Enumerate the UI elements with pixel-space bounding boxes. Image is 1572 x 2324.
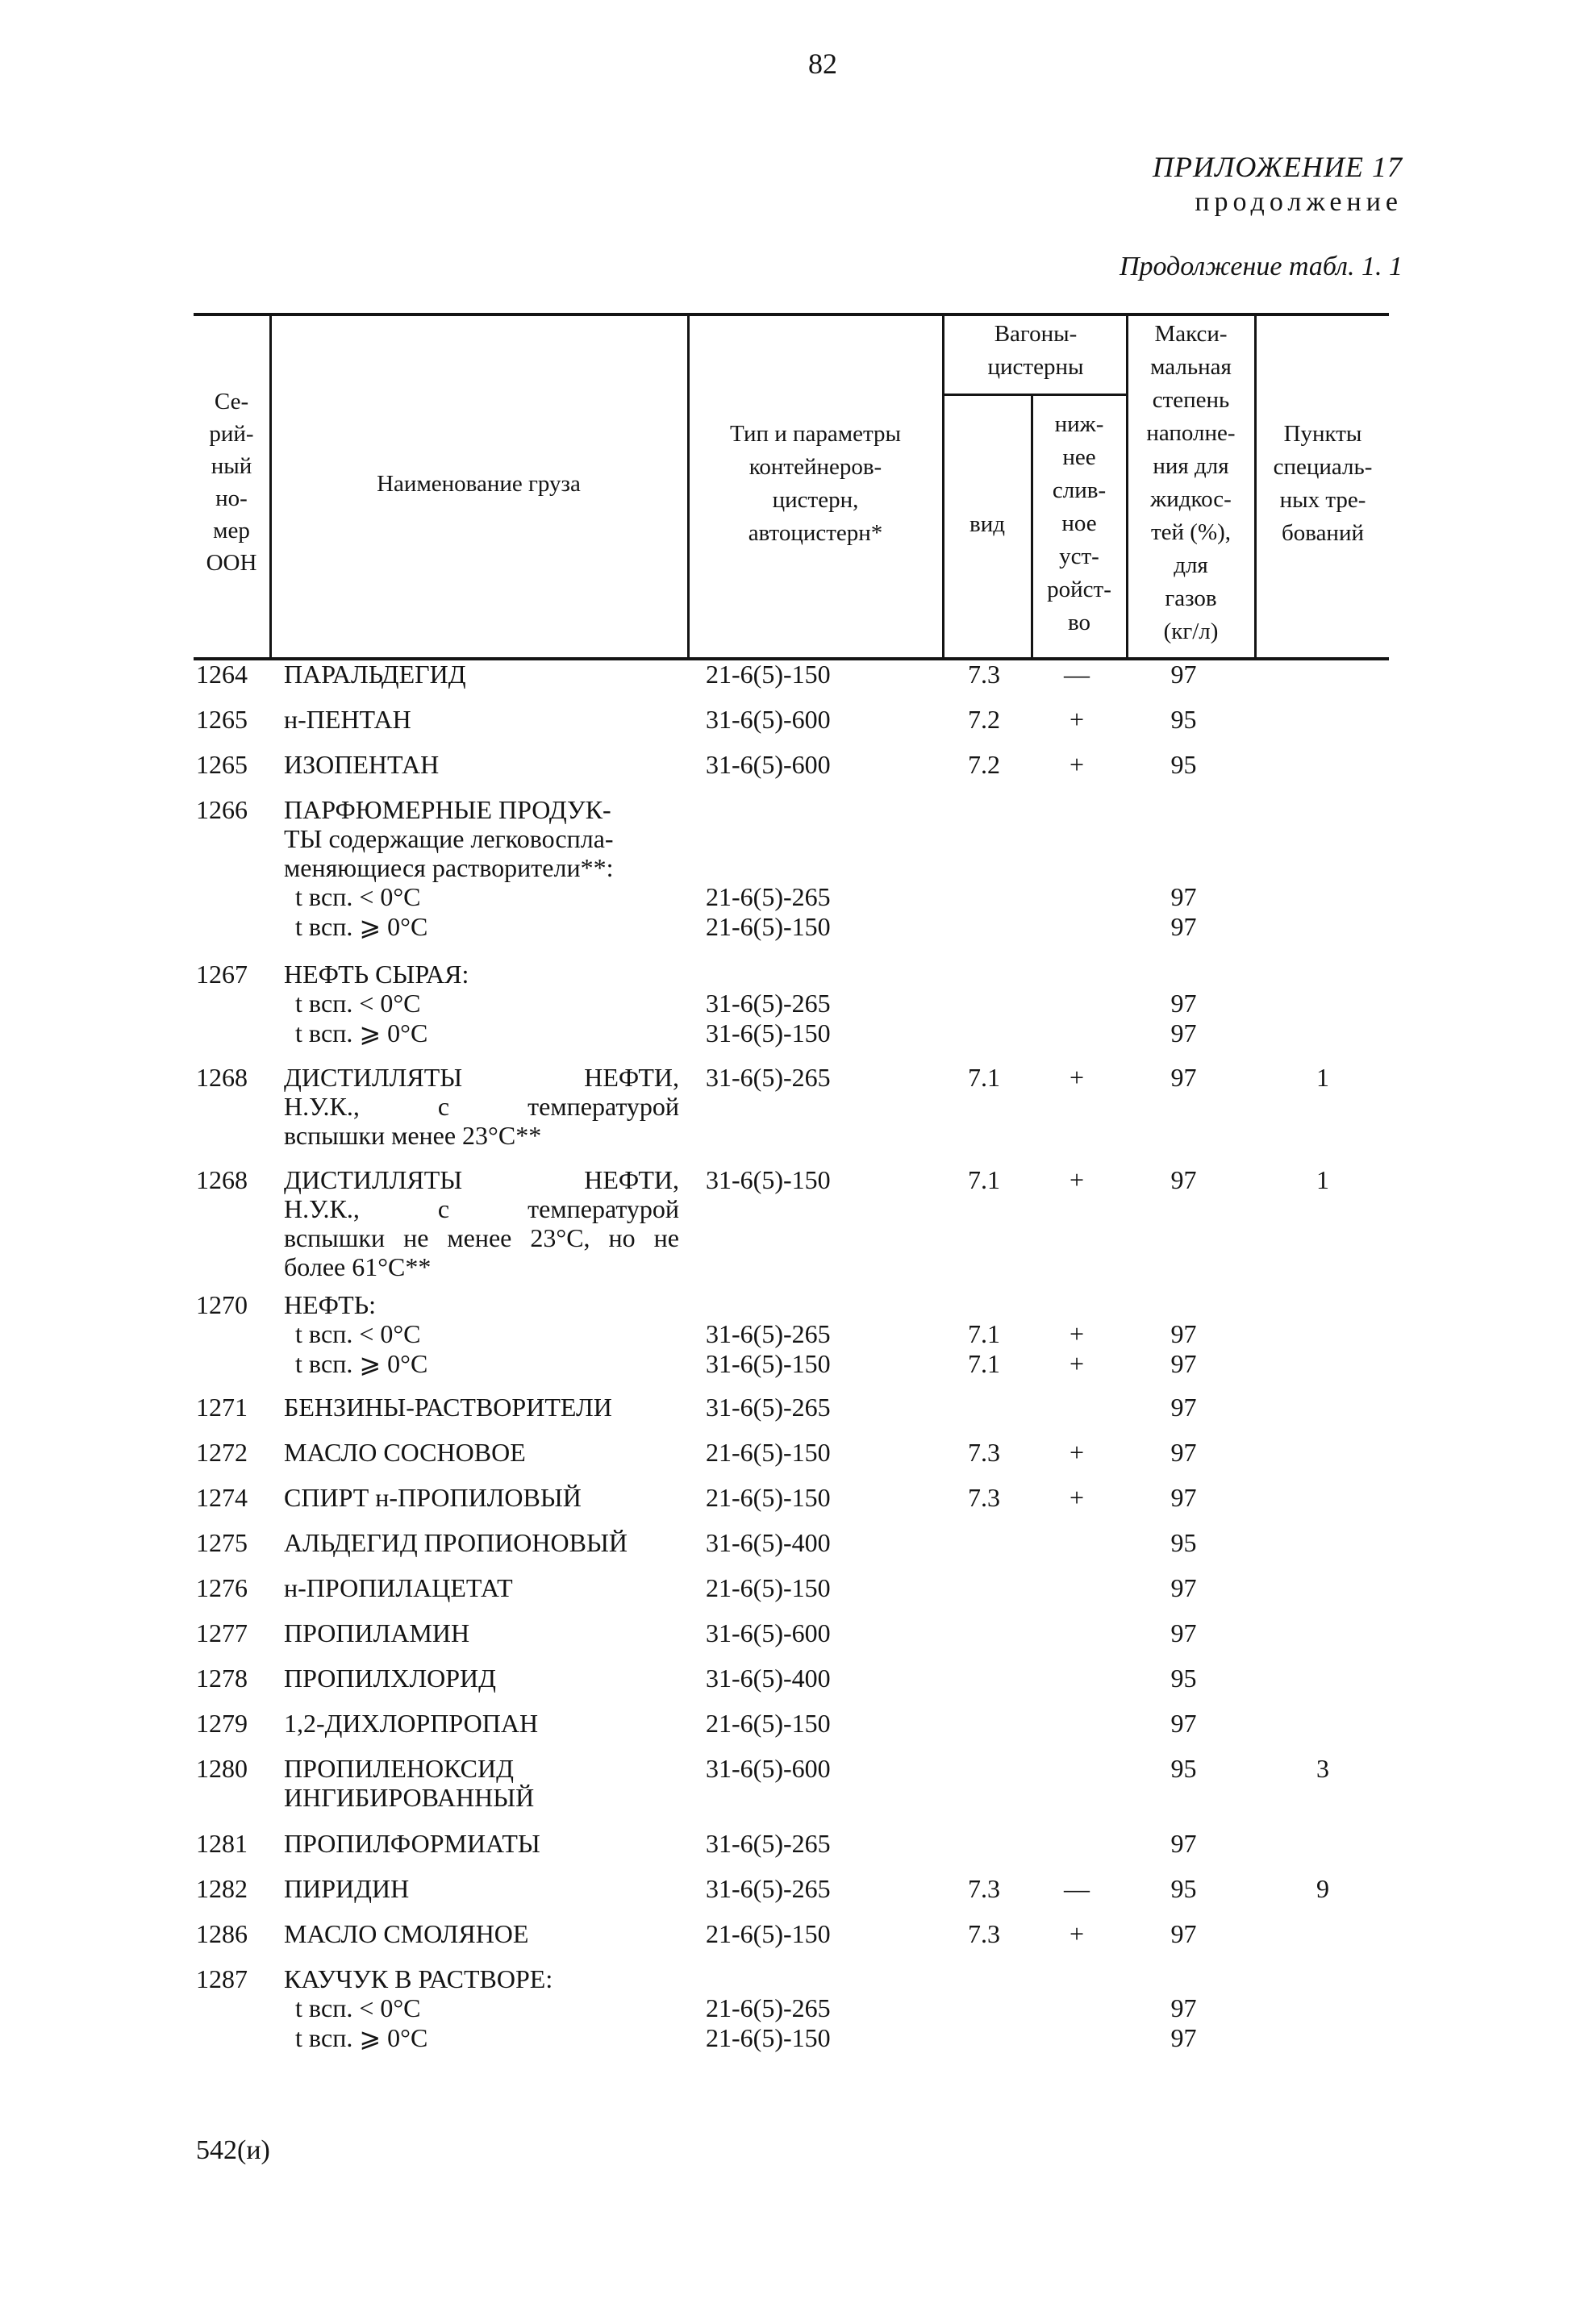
cargo-name-cell [284, 1165, 679, 1281]
cargo-name-cell [284, 1754, 679, 1812]
container-params-cell-value: 31-6(5)-265 [706, 1319, 831, 1348]
un-number-cell: 1287 [196, 1964, 248, 1993]
cargo-name-line: н-ПРОПИЛАЦЕТАТ [284, 1573, 513, 1602]
table-continuation-caption: Продолжение табл. 1. 1 [1119, 252, 1403, 281]
page-number: 82 [808, 48, 837, 80]
max-fill-cell-value: 97 [1170, 1829, 1197, 1858]
cargo-name-line: меняющиеся растворители**: [284, 853, 614, 882]
header-container-params: Тип и параметры контейнеров- цистерн, автоцистерн* [729, 421, 902, 546]
un-number-cell: 1277 [196, 1618, 248, 1647]
un-number-cell: 1281 [196, 1829, 248, 1858]
special-points-cell: 3 [1316, 1754, 1329, 1783]
un-number-cell: 1265 [196, 705, 248, 734]
max-fill-cell-value: 97 [1170, 1349, 1197, 1378]
wagon-type-cell-value: 7.1 [968, 1063, 1000, 1092]
container-params-cell-value: 31-6(5)-150 [706, 1165, 831, 1194]
flash-point-condition: t вcп. < 0°C [295, 1319, 421, 1348]
cargo-name-line: ПРОПИЛФОРМИАТЫ [284, 1829, 540, 1858]
cargo-name-line: БЕНЗИНЫ-РАСТВОРИТЕЛИ [284, 1393, 612, 1422]
container-params-cell-value: 21-6(5)-150 [706, 1573, 831, 1602]
max-fill-cell-value: 97 [1170, 1393, 1197, 1422]
header-max-fill: Макси- мальная степень наполне- ния для жидкос- тей (%), для газов (кг/л) [1146, 321, 1236, 644]
max-fill-cell-value: 95 [1170, 1664, 1197, 1693]
cargo-name-line: ИНГИБИРОВАННЫЙ [284, 1783, 535, 1812]
cargo-name-line: ДИСТИЛЛЯТЫ НЕФТИ, [284, 1165, 679, 1194]
un-number-cell: 1282 [196, 1874, 248, 1903]
max-fill-cell-value: 97 [1170, 1438, 1197, 1467]
container-params-cell-value: 21-6(5)-150 [706, 1483, 831, 1512]
max-fill-cell-value: 95 [1170, 1754, 1197, 1783]
wagon-type-cell-value: 7.2 [968, 705, 1000, 734]
wagon-type-cell-value: 7.2 [968, 750, 1000, 779]
cargo-name-line: АЛЬДЕГИД ПРОПИОНОВЫЙ [284, 1528, 628, 1557]
wagon-type-cell-value: 7.3 [968, 1874, 1000, 1903]
container-params-cell-value: 31-6(5)-400 [706, 1664, 831, 1693]
cargo-name-cell [284, 750, 679, 779]
max-fill-cell-value: 95 [1170, 1874, 1197, 1903]
container-params-cell-value: 31-6(5)-600 [706, 1618, 831, 1647]
header-cargo-name: Наименование груза [377, 471, 581, 497]
cargo-name-cell [284, 1438, 679, 1467]
bottom-drain-cell-value: + [1069, 1063, 1085, 1092]
cargo-name-line: ПИРИДИН [284, 1874, 410, 1903]
appendix-continuation: продолжение [1195, 187, 1403, 217]
un-number-cell: 1272 [196, 1438, 248, 1467]
cargo-name-line: ИЗОПЕНТАН [284, 750, 440, 779]
cargo-name-cell [284, 960, 679, 1048]
un-number-cell: 1270 [196, 1290, 248, 1319]
header-un-number: Се- рий- ный но- мер ООН [206, 389, 257, 576]
cargo-name-line: СПИРТ н-ПРОПИЛОВЫЙ [284, 1483, 582, 1512]
max-fill-cell-value: 97 [1170, 1993, 1197, 2022]
un-number-cell: 1278 [196, 1664, 248, 1693]
bottom-drain-cell-value: — [1064, 660, 1090, 689]
special-points-cell: 1 [1316, 1165, 1329, 1194]
max-fill-cell-value: 97 [1170, 1018, 1197, 1047]
cargo-name-line: ПАРАЛЬДЕГИД [284, 660, 466, 689]
flash-point-condition: t вcп. ⩾ 0°C [295, 1018, 428, 1047]
max-fill-cell-value: 97 [1170, 1165, 1197, 1194]
cargo-name-line: МАСЛО СОСНОВОЕ [284, 1438, 526, 1467]
wagon-type-cell-value: 7.1 [968, 1165, 1000, 1194]
special-points-cell: 9 [1316, 1874, 1329, 1903]
container-params-cell-value: 21-6(5)-150 [706, 2023, 831, 2052]
container-params-cell-value: 21-6(5)-150 [706, 1438, 831, 1467]
wagon-type-cell-value: 7.1 [968, 1349, 1000, 1378]
un-number-cell: 1276 [196, 1573, 248, 1602]
cargo-name-line: н-ПЕНТАН [284, 705, 411, 734]
container-params-cell-value: 31-6(5)-265 [706, 1874, 831, 1903]
cargo-name-cell [284, 660, 679, 689]
un-number-cell: 1268 [196, 1165, 248, 1194]
header-special-points: Пункты специаль- ных тре- бований [1273, 421, 1373, 546]
cargo-name-line: ПРОПИЛАМИН [284, 1618, 470, 1647]
cargo-name-line: более 61°C** [284, 1252, 432, 1281]
cargo-name-line: 1,2-ДИХЛОРПРОПАН [284, 1709, 539, 1738]
max-fill-cell-value: 95 [1170, 750, 1197, 779]
wagons-sub-rule [944, 394, 1128, 396]
flash-point-condition: t вcп. < 0°C [295, 989, 421, 1018]
flash-point-condition: t вcп. ⩾ 0°C [295, 1349, 428, 1378]
flash-point-condition: t вcп. < 0°C [295, 1993, 421, 2022]
bottom-drain-cell-value: + [1069, 1349, 1085, 1378]
bottom-drain-cell-value: + [1069, 1438, 1085, 1467]
container-params-cell-value: 31-6(5)-150 [706, 1018, 831, 1047]
max-fill-cell-value: 97 [1170, 1483, 1197, 1512]
cargo-name-line: НЕФТЬ СЫРАЯ: [284, 960, 469, 989]
cargo-name-cell [284, 1919, 679, 1948]
un-number-cell: 1268 [196, 1063, 248, 1092]
un-number-cell: 1280 [196, 1754, 248, 1783]
un-number-cell: 1266 [196, 795, 248, 824]
page-footer-code: 542(и) [196, 2135, 270, 2165]
cargo-name-cell [284, 1483, 679, 1512]
header-wagons: Вагоны- цистерны [987, 321, 1084, 380]
un-number-cell: 1267 [196, 960, 248, 989]
max-fill-cell-value: 95 [1170, 1528, 1197, 1557]
un-number-cell: 1264 [196, 660, 248, 689]
cargo-name-line: ТЫ содержащие легковоспла- [284, 824, 614, 853]
max-fill-cell-value: 97 [1170, 1709, 1197, 1738]
header-bottom-drain: ниж- нее слив- ное уст- ройст- во [1047, 411, 1111, 635]
container-params-cell-value: 31-6(5)-600 [706, 750, 831, 779]
un-number-cell: 1274 [196, 1483, 248, 1512]
max-fill-cell-value: 97 [1170, 1618, 1197, 1647]
header-wagon-type: вид [969, 511, 1005, 537]
cargo-name-line: ПРОПИЛЕНОКСИД [284, 1754, 514, 1783]
cargo-name-line: Н.У.К., с температурой [284, 1092, 679, 1121]
wagon-type-cell-value: 7.3 [968, 1438, 1000, 1467]
cargo-name-line: вспышки менее 23°C** [284, 1121, 542, 1150]
container-params-cell-value: 31-6(5)-150 [706, 1349, 831, 1378]
container-params-cell-value: 21-6(5)-150 [706, 1709, 831, 1738]
un-number-cell: 1271 [196, 1393, 248, 1422]
container-params-cell-value: 21-6(5)-265 [706, 882, 831, 911]
special-points-cell: 1 [1316, 1063, 1329, 1092]
container-params-cell-value: 21-6(5)-150 [706, 660, 831, 689]
container-params-cell-value: 31-6(5)-600 [706, 705, 831, 734]
container-params-cell-value: 21-6(5)-150 [706, 1919, 831, 1948]
cargo-name-cell [284, 1618, 679, 1647]
appendix-title: ПРИЛОЖЕНИЕ 17 [1153, 151, 1403, 183]
container-params-cell-value: 31-6(5)-600 [706, 1754, 831, 1783]
bottom-drain-cell-value: + [1069, 1483, 1085, 1512]
cargo-name-cell [284, 1063, 679, 1150]
bottom-drain-cell-value: + [1069, 1319, 1085, 1348]
max-fill-cell-value: 97 [1170, 882, 1197, 911]
container-params-cell-value: 31-6(5)-265 [706, 989, 831, 1018]
un-number-cell: 1265 [196, 750, 248, 779]
wagon-type-cell-value: 7.3 [968, 1919, 1000, 1948]
max-fill-cell-value: 97 [1170, 912, 1197, 941]
table-top-rule [194, 313, 1389, 316]
container-params-cell-value: 21-6(5)-150 [706, 912, 831, 941]
cargo-name-cell [284, 1874, 679, 1903]
bottom-drain-cell-value: + [1069, 1165, 1085, 1194]
cargo-name-cell [284, 1528, 679, 1557]
bottom-drain-cell-value: + [1069, 1919, 1085, 1948]
max-fill-cell-value: 97 [1170, 1919, 1197, 1948]
bottom-drain-cell-value: — [1064, 1874, 1090, 1903]
cargo-name-line: МАСЛО СМОЛЯНОЕ [284, 1919, 529, 1948]
cargo-name-line: НЕФТЬ: [284, 1290, 376, 1319]
max-fill-cell-value: 97 [1170, 660, 1197, 689]
bottom-drain-cell-value: + [1069, 750, 1085, 779]
cargo-name-cell [284, 705, 679, 734]
cargo-name-cell [284, 795, 679, 942]
cargo-name-cell [284, 1709, 679, 1738]
container-params-cell-value: 31-6(5)-265 [706, 1393, 831, 1422]
max-fill-cell-value: 95 [1170, 705, 1197, 734]
max-fill-cell-value: 97 [1170, 2023, 1197, 2052]
cargo-name-line: вспышки не менее 23°C, но не [284, 1223, 679, 1252]
container-params-cell-value: 21-6(5)-265 [706, 1993, 831, 2022]
max-fill-cell-value: 97 [1170, 1319, 1197, 1348]
cargo-name-line: ПРОПИЛХЛОРИД [284, 1664, 496, 1693]
max-fill-cell-value: 97 [1170, 1573, 1197, 1602]
flash-point-condition: t вcп. < 0°C [295, 882, 421, 911]
cargo-name-cell [284, 1664, 679, 1693]
un-number-cell: 1286 [196, 1919, 248, 1948]
cargo-name-cell [284, 1393, 679, 1422]
cargo-name-cell [284, 1964, 679, 2053]
cargo-name-line: ПАРФЮМЕРНЫЕ ПРОДУК- [284, 795, 611, 824]
un-number-cell: 1279 [196, 1709, 248, 1738]
container-params-cell-value: 31-6(5)-265 [706, 1829, 831, 1858]
wagon-type-cell-value: 7.1 [968, 1319, 1000, 1348]
cargo-name-cell [284, 1829, 679, 1858]
flash-point-condition: t вcп. ⩾ 0°C [295, 2023, 428, 2052]
wagon-type-cell-value: 7.3 [968, 660, 1000, 689]
cargo-name-line: Н.У.К., с температурой [284, 1194, 679, 1223]
cargo-name-cell [284, 1290, 679, 1379]
cargo-name-line: КАУЧУК В РАСТВОРЕ: [284, 1964, 553, 1993]
max-fill-cell-value: 97 [1170, 1063, 1197, 1092]
wagon-type-cell-value: 7.3 [968, 1483, 1000, 1512]
max-fill-cell-value: 97 [1170, 989, 1197, 1018]
cargo-name-line: ДИСТИЛЛЯТЫ НЕФТИ, [284, 1063, 679, 1092]
container-params-cell-value: 31-6(5)-400 [706, 1528, 831, 1557]
container-params-cell-value: 31-6(5)-265 [706, 1063, 831, 1092]
flash-point-condition: t вcп. ⩾ 0°C [295, 912, 428, 941]
cargo-name-cell [284, 1573, 679, 1602]
un-number-cell: 1275 [196, 1528, 248, 1557]
bottom-drain-cell-value: + [1069, 705, 1085, 734]
